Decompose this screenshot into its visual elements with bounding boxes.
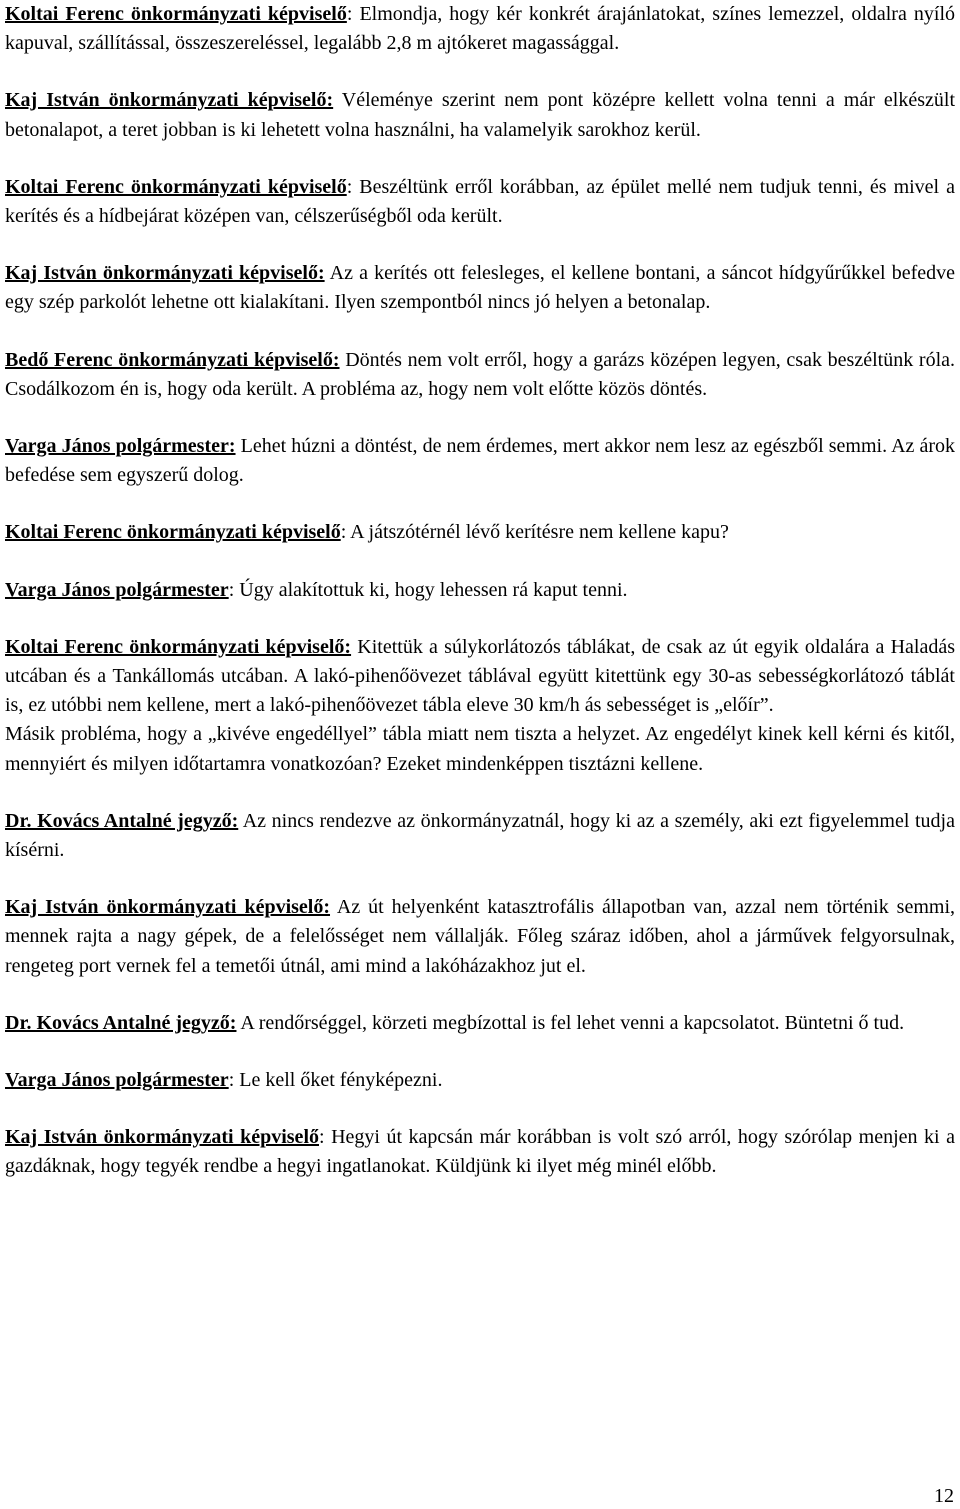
paragraph-text: A rendőrséggel, körzeti megbízottal is fel lehet venni a kapcsolatot. Büntetni ő tud. xyxy=(236,1011,905,1034)
paragraph xyxy=(5,432,955,490)
paragraph-text: Az a kerítés ott felesleges, el kellene bontani, a sáncot hídgyűrűkkel befedve egy szép parkolót lehetne ott kialakítani. Ilyen szempontból nincs jó helyen a betonalap. xyxy=(5,262,955,314)
paragraph-continuation: Másik probléma, hogy a „kivéve engedéllyel” tábla miatt nem tiszta a helyzet. Az engedélyt kinek kell kérni és kitől, mennyiért és milyen időtartamra vonatkozóan? Ezeket mindenképpen tisztázni kellene. xyxy=(5,723,955,775)
paragraph xyxy=(5,259,955,317)
speaker-separator: : xyxy=(346,175,353,198)
speaker-name: Kaj István önkormányzati képviselő xyxy=(5,1126,319,1149)
paragraph-text: Lehet húzni a döntést, de nem érdemes, mert akkor nem lesz az egészből semmi. Az árok befedése sem egyszerű dolog. xyxy=(5,435,956,487)
paragraph xyxy=(5,0,955,58)
paragraph xyxy=(5,893,955,981)
paragraph xyxy=(5,1123,955,1181)
paragraph-text: Beszéltünk erről korábban, az épület mellé nem tudjuk tenni, és mivel a kerítés és a hídbejárat középen van, célszerűségből oda került. xyxy=(5,175,955,228)
paragraph-text: Véleménye szerint nem pont középre kellett volna tenni a már elkészült betonalapot, a teret jobban is ki lehetett volna használni, ha valamelyik sarokhoz kerül. xyxy=(5,89,955,141)
paragraph xyxy=(5,518,955,547)
speaker-name: Dr. Kovács Antalné jegyző: xyxy=(5,1011,237,1034)
speaker-separator: : xyxy=(228,578,235,601)
speaker-name: Kaj István önkormányzati képviselő: xyxy=(5,89,334,112)
speaker-name: Kaj István önkormányzati képviselő: xyxy=(5,262,325,285)
paragraph xyxy=(5,173,955,231)
speaker-separator: : xyxy=(340,521,347,544)
speaker-name: Kaj István önkormányzati képviselő: xyxy=(5,896,331,919)
paragraph xyxy=(5,576,955,605)
paragraph-text: Hegyi út kapcsán már korábban is volt szó arról, hogy szórólap menjen ki a gazdáknak, hogy tegyék rendbe a hegyi ingatlanokat. Küldjünk ki ilyet még minél előbb. xyxy=(5,1126,955,1178)
paragraph xyxy=(5,633,955,721)
paragraph-text: Úgy alakítottuk ki, hogy lehessen rá kaput tenni. xyxy=(234,578,628,601)
speaker-separator: : xyxy=(346,3,353,25)
speaker-separator: : xyxy=(319,1126,325,1149)
speaker-separator: : xyxy=(228,1069,235,1092)
document-page xyxy=(5,0,955,1210)
paragraph xyxy=(5,807,955,865)
speaker-name: Koltai Ferenc önkormányzati képviselő xyxy=(5,3,347,25)
paragraph-text: Kitettük a súlykorlátozós táblákat, de csak az út egyik oldalára a Haladás utcában és a Tankállomás utcában. A lakó-pihenőövezet táblával együtt kitettünk egy 30-as sebességkorlátozó táblát is, ez utóbbi nem kellene, mert a lakó-pihenőövezet tábla eleve 30 km/h ás sebességet is „előír”. xyxy=(5,635,956,717)
page-number: 12 xyxy=(934,1485,954,1507)
speaker-name: Bedő Ferenc önkormányzati képviselő: xyxy=(5,348,340,371)
speaker-name: Varga János polgármester: xyxy=(5,435,236,458)
paragraph xyxy=(5,86,955,144)
speaker-name: Varga János polgármester xyxy=(5,578,229,601)
paragraph xyxy=(5,1009,955,1038)
paragraph-text: Az nincs rendezve az önkormányzatnál, hogy ki az a személy, aki ezt figyelemmel tudja kísérni. xyxy=(5,809,955,862)
paragraph xyxy=(5,346,955,404)
speaker-name: Koltai Ferenc önkormányzati képviselő: xyxy=(5,635,352,658)
paragraph-text: Le kell őket fényképezni. xyxy=(234,1069,443,1092)
paragraph-text: Az út helyenként katasztrofális állapotban van, azzal nem történik semmi, mennek rajta a nagy gépek, de a felelősséget nem vállalják. Főleg száraz időben, ahol a járművek felgyorsulnak, rengeteg port vernek fel a temetői útnál, ami mind a lakóházakhoz jut el. xyxy=(5,896,955,977)
speaker-name: Dr. Kovács Antalné jegyző: xyxy=(5,809,239,832)
paragraph-text: Döntés nem volt erről, hogy a garázs középen legyen, csak beszéltünk róla. Csodálkozom én is, hogy oda került. A probléma az, hogy nem volt előtte közös döntés. xyxy=(5,348,956,400)
speaker-name: Koltai Ferenc önkormányzati képviselő xyxy=(5,175,347,198)
paragraph-text: A játszótérnél lévő kerítésre nem kellene kapu? xyxy=(346,521,729,544)
paragraph-text: Elmondja, hogy kér konkrét árajánlatokat, színes lemezzel, oldalra nyíló kapuval, szállítással, összeszereléssel, legalább 2,8 m ajtókeret magassággal. xyxy=(5,3,955,55)
speaker-name: Koltai Ferenc önkormányzati képviselő xyxy=(5,521,341,544)
paragraph xyxy=(5,1066,955,1095)
speaker-name: Varga János polgármester xyxy=(5,1069,229,1092)
